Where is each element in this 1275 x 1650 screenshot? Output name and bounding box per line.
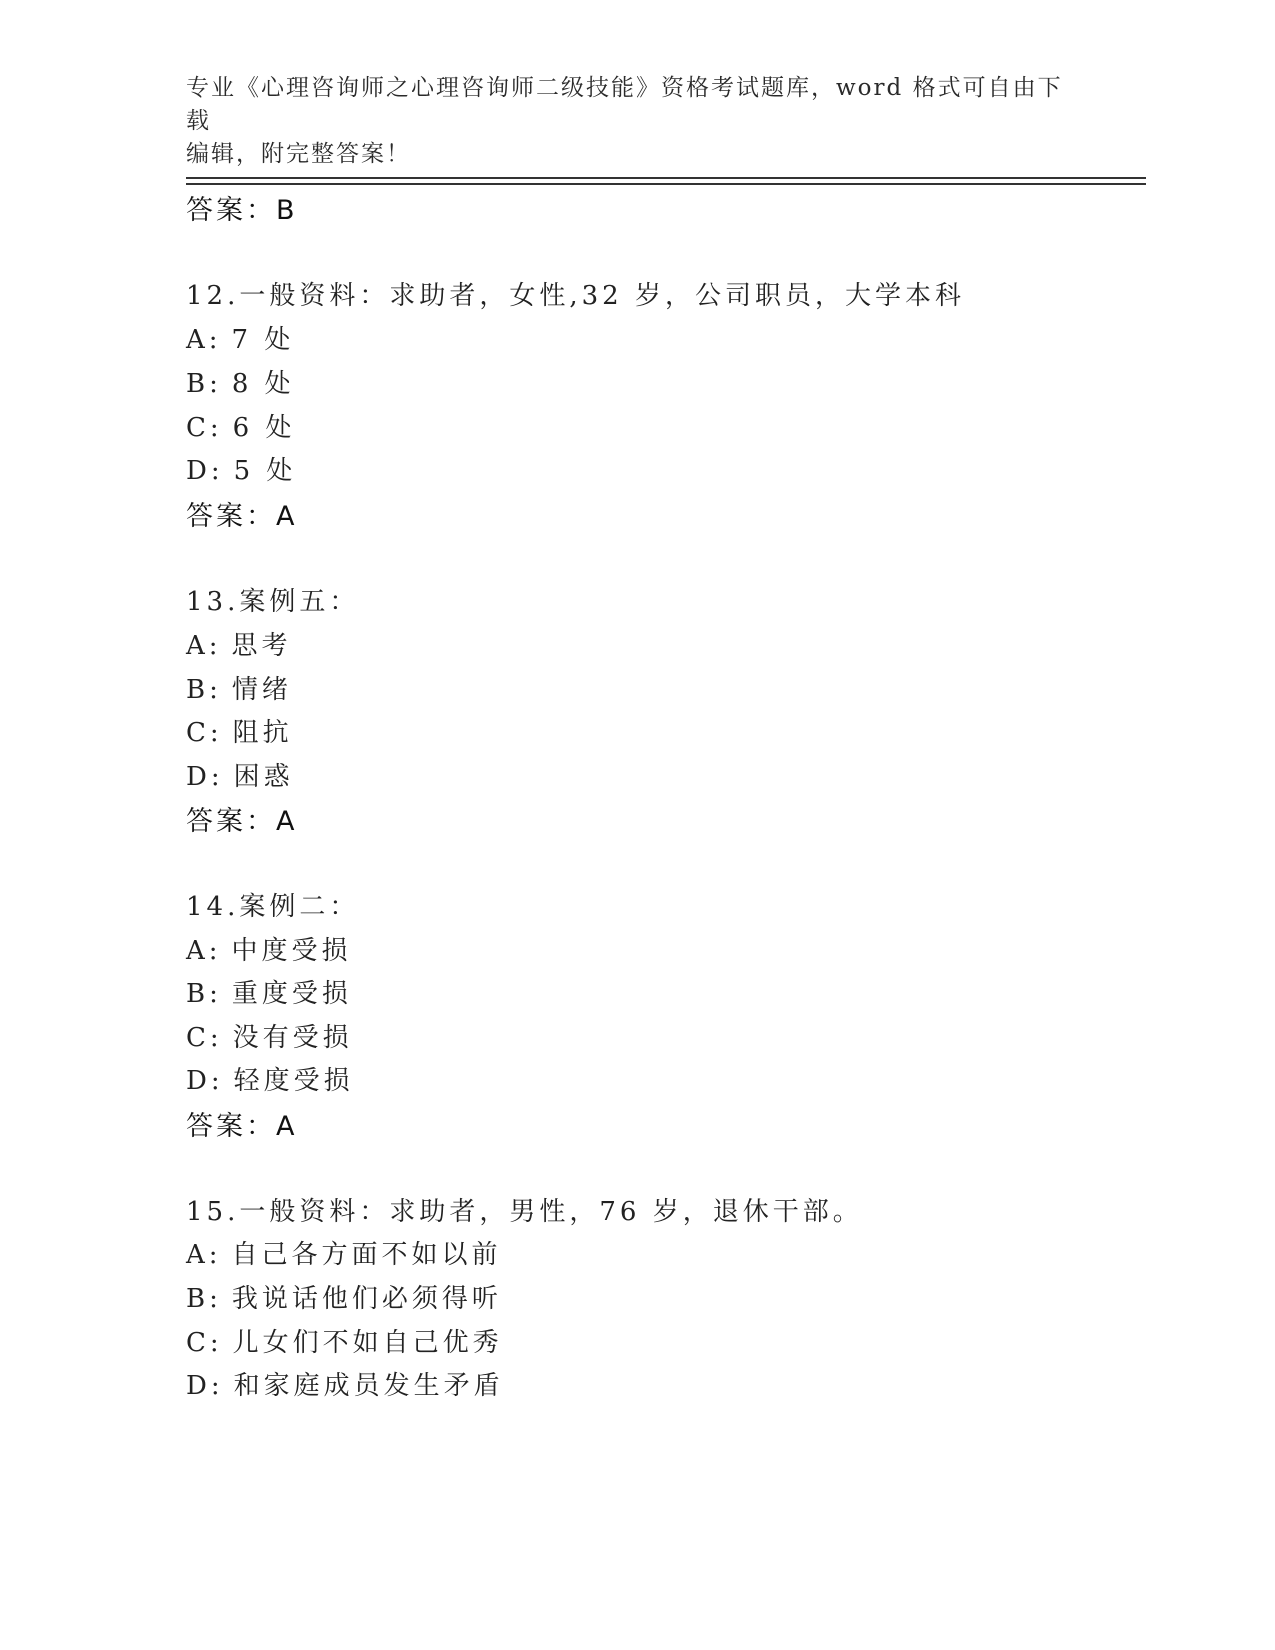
- option-d: D: 5 处: [186, 456, 297, 486]
- option-d: D: 和家庭成员发生矛盾: [186, 1371, 504, 1401]
- answer: 答案：A: [186, 501, 298, 532]
- option-c: C: 儿女们不如自己优秀: [186, 1328, 503, 1358]
- option-b: B: 我说话他们必须得听: [186, 1284, 502, 1314]
- answer: 答案：A: [186, 1111, 298, 1142]
- header-rule-bottom: [186, 183, 1146, 185]
- option-b: B: 情绪: [186, 675, 292, 705]
- option-a: A: 思考: [186, 631, 292, 661]
- question-stem: 15.一般资料：求助者，男性，76 岁，退休干部。: [186, 1197, 863, 1227]
- answer: 答案：A: [186, 806, 298, 837]
- option-d: D: 困惑: [186, 762, 294, 792]
- question-stem: 13.案例五：: [186, 587, 360, 617]
- option-b: B: 重度受损: [186, 979, 352, 1009]
- question-stem: 12.一般资料：求助者，女性,32 岁，公司职员，大学本科: [186, 281, 965, 311]
- header-rule-top: [186, 177, 1146, 179]
- option-a: A: 自己各方面不如以前: [186, 1240, 502, 1270]
- question-stem: 14.案例二：: [186, 892, 360, 922]
- option-d: D: 轻度受损: [186, 1066, 354, 1096]
- option-c: C: 没有受损: [186, 1023, 353, 1053]
- document-header: [186, 72, 1086, 171]
- option-c: C: 6 处: [186, 413, 296, 443]
- option-a: A: 中度受损: [186, 936, 352, 966]
- option-b: B: 8 处: [186, 369, 295, 399]
- header-line-1: 专业《心理咨询师之心理咨询师二级技能》资格考试题库，word 格式可自由下载: [186, 75, 1063, 134]
- header-line-2: 编辑，附完整答案！: [186, 141, 411, 167]
- option-c: C: 阻抗: [186, 718, 293, 748]
- option-a: A: 7 处: [186, 325, 295, 355]
- previous-answer: 答案：B: [186, 195, 298, 226]
